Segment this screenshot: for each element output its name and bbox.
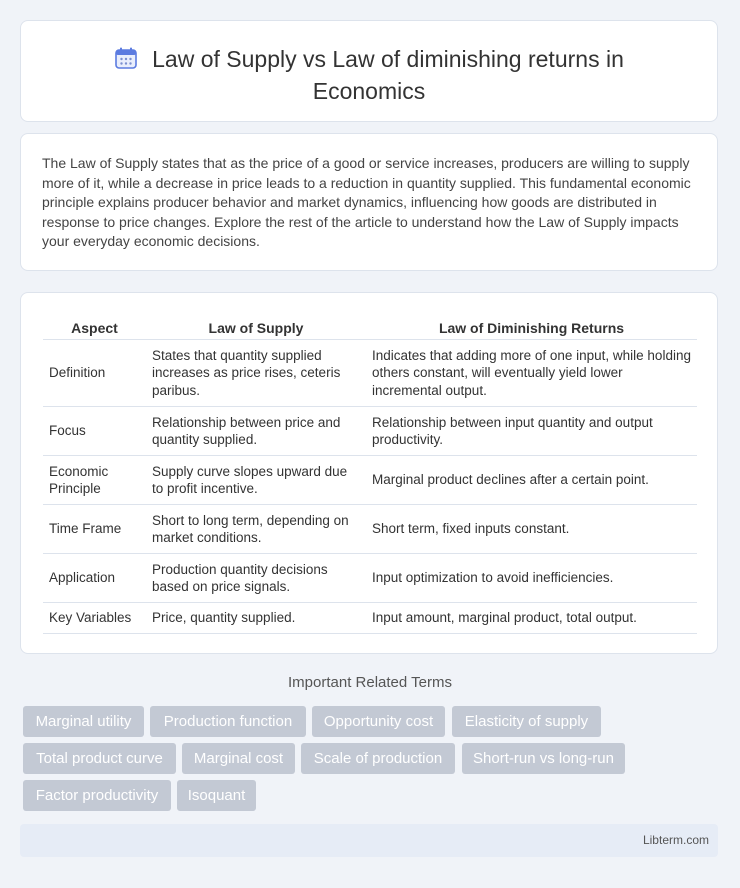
table-row <box>43 554 697 603</box>
table-cell: Marginal product declines after a certain point. <box>366 456 697 505</box>
table-row <box>43 407 697 456</box>
table-cell: Short term, fixed inputs constant. <box>366 505 697 554</box>
table-row <box>43 603 697 634</box>
table-row <box>43 505 697 554</box>
table-header-row <box>43 315 697 340</box>
table-cell: States that quantity supplied increases as price rises, ceteris paribus. <box>146 340 366 407</box>
related-term-tag[interactable]: Scale of production <box>301 743 455 774</box>
intro-paragraph: The Law of Supply states that as the price of a good or service increases, producers are willing to supply more of it, while a decrease in price leads to a reduction in quantity supplied. This fundamental economic principle explains producer behavior and market dynamics, influencing how goods are distributed in response to price changes. Explore the rest of the article to understand how the Law of Supply impacts your everyday economic decisions. <box>42 155 691 250</box>
table-cell: Input optimization to avoid inefficiencies. <box>366 554 697 603</box>
table-cell: Definition <box>43 340 146 407</box>
related-term-tag[interactable]: Total product curve <box>23 743 176 774</box>
table-cell: Application <box>43 554 146 603</box>
column-header: Law of Diminishing Returns <box>366 315 697 340</box>
table-cell: Input amount, marginal product, total output. <box>366 603 697 634</box>
intro-card <box>20 133 718 271</box>
table-row <box>43 456 697 505</box>
calendar-icon <box>114 46 138 77</box>
table-cell: Focus <box>43 407 146 456</box>
table-cell: Time Frame <box>43 505 146 554</box>
footer-site-link[interactable]: Libterm.com <box>642 833 709 847</box>
page-title <box>21 45 717 106</box>
related-term-tag[interactable]: Short-run vs long-run <box>462 743 625 774</box>
page-title-line2: Economics <box>312 78 426 104</box>
table-cell: Supply curve slopes upward due to profit incentive. <box>146 456 366 505</box>
comparison-card <box>20 292 718 654</box>
related-term-tag[interactable]: Factor productivity <box>23 780 171 811</box>
table-row <box>43 340 697 407</box>
table-cell: Indicates that adding more of one input, while holding others constant, will eventually yield lower incremental output. <box>366 340 697 407</box>
related-term-tag[interactable]: Marginal cost <box>182 743 295 774</box>
title-card <box>20 20 718 122</box>
table-cell: Key Variables <box>43 603 146 634</box>
related-term-tag[interactable]: Production function <box>150 706 306 737</box>
table-cell: Price, quantity supplied. <box>146 603 366 634</box>
related-term-tag[interactable]: Opportunity cost <box>312 706 445 737</box>
related-terms-title: Important Related Terms <box>288 674 452 691</box>
table-cell: Economic Principle <box>43 456 146 505</box>
page-title-line1: Law of Supply vs Law of diminishing returns in <box>152 46 624 72</box>
column-header: Law of Supply <box>146 315 366 340</box>
related-term-tag[interactable]: Isoquant <box>177 780 256 811</box>
column-header: Aspect <box>43 315 146 340</box>
table-cell: Relationship between input quantity and output productivity. <box>366 407 697 456</box>
table-cell: Relationship between price and quantity supplied. <box>146 407 366 456</box>
table-cell: Production quantity decisions based on price signals. <box>146 554 366 603</box>
comparison-table <box>43 315 697 634</box>
related-term-tag[interactable]: Elasticity of supply <box>452 706 601 737</box>
footer <box>20 824 718 857</box>
table-cell: Short to long term, depending on market conditions. <box>146 505 366 554</box>
related-term-tag[interactable]: Marginal utility <box>23 706 144 737</box>
